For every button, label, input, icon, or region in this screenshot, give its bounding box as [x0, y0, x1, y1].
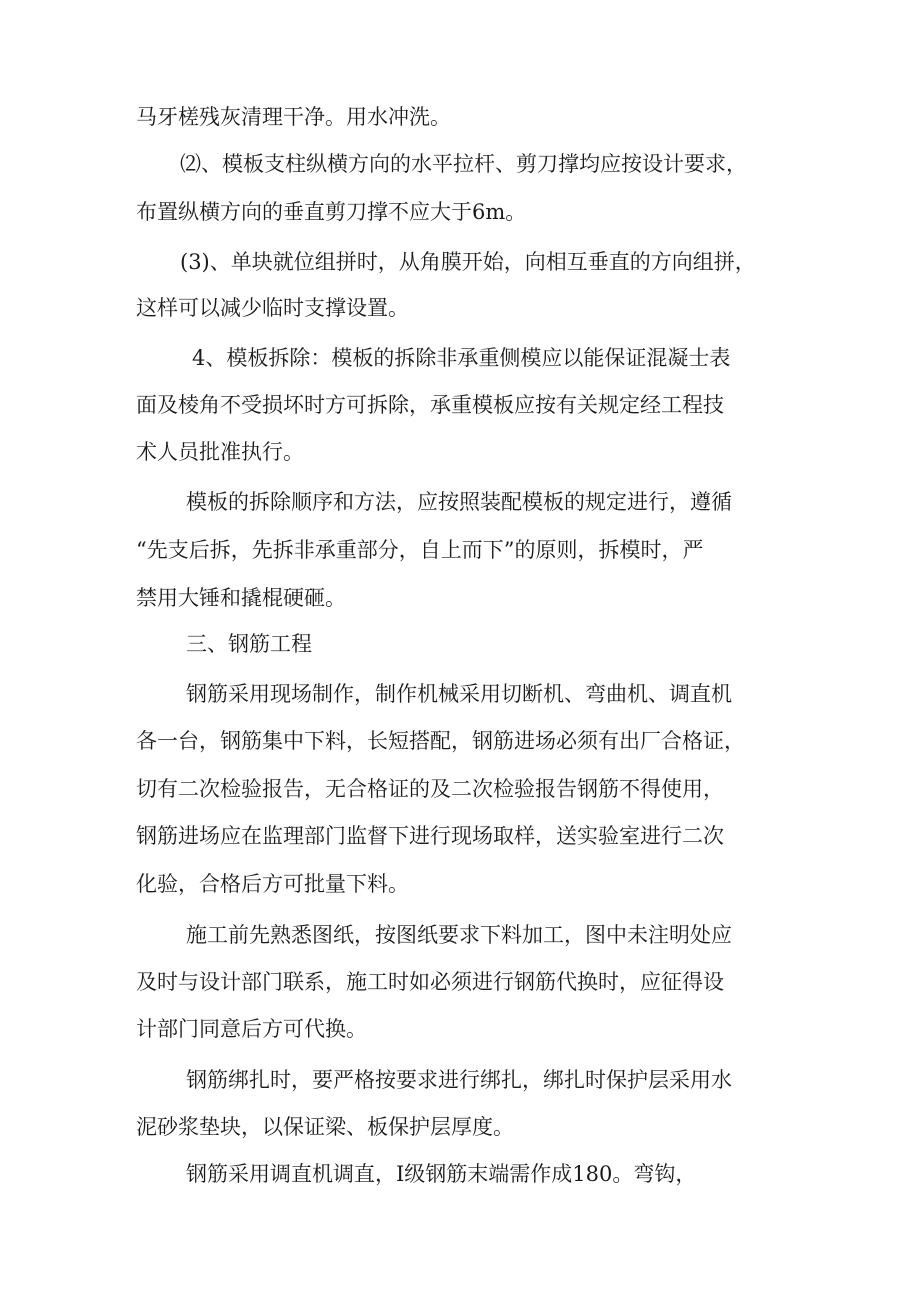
text-line-20: 计部门同意后方可代换。	[136, 1017, 367, 1041]
text-line-11: 禁用大锤和撬棍硬砸。	[136, 586, 346, 610]
text-line-8: 术人员批准执行。	[136, 440, 304, 464]
text-line-3: 布置纵横方向的垂直剪刀撑不应大于6m。	[136, 200, 527, 224]
section-heading: 三、钢筋工程	[186, 632, 312, 656]
text-line-1: 马牙槎残灰清理干净。用水冲洗。	[136, 105, 451, 129]
text-line-23: 钢筋采用调直机调直，I级钢筋末端需作成180。弯钩，	[186, 1162, 697, 1186]
text-line-2: ⑵、模板支柱纵横方向的水平拉杆、剪刀撑均应按设计要求，	[180, 152, 747, 176]
text-line-4: (3)、单块就位组拼时，从角膜开始，向相互垂直的方向组拼，	[180, 250, 756, 274]
text-line-16: 钢筋进场应在监理部门监督下进行现场取样，送实验室进行二次	[136, 824, 724, 848]
text-line-19: 及时与设计部门联系，施工时如必须进行钢筋代换时，应征得设	[136, 970, 724, 994]
text-line-21: 钢筋绑扎时，要严格按要求进行绑扎，绑扎时保护层采用水	[186, 1068, 732, 1092]
text-line-22: 泥砂浆垫块，以保证梁、板保护层厚度。	[136, 1115, 514, 1139]
text-line-6: 4、模板拆除：模板的拆除非承重侧模应以能保证混凝士表	[192, 346, 731, 370]
text-line-9: 模板的拆除顺序和方法，应按照装配模板的规定进行，遵循	[186, 490, 732, 514]
text-line-18: 施工前先熟悉图纸，按图纸要求下料加工，图中未注明处应	[186, 923, 732, 947]
text-line-14: 各一台，钢筋集中下料，长短搭配，钢筋进场必须有出厂合格证，	[136, 729, 745, 753]
text-line-17: 化验，合格后方可批量下料。	[136, 872, 409, 896]
text-line-5: 这样可以减少临时支撑设置。	[136, 296, 409, 320]
text-line-10: “先支后拆，先拆非承重部分，自上而下”的原则，拆模时，严	[136, 538, 704, 562]
text-line-13: 钢筋采用现场制作，制作机械采用切断机、弯曲机、调直机	[186, 682, 732, 706]
text-line-7: 面及棱角不受损坏时方可拆除，承重模板应按有关规定经工程技	[136, 393, 724, 417]
text-line-15: 切有二次检验报告，无合格证的及二次检验报告钢筋不得使用，	[136, 777, 724, 801]
